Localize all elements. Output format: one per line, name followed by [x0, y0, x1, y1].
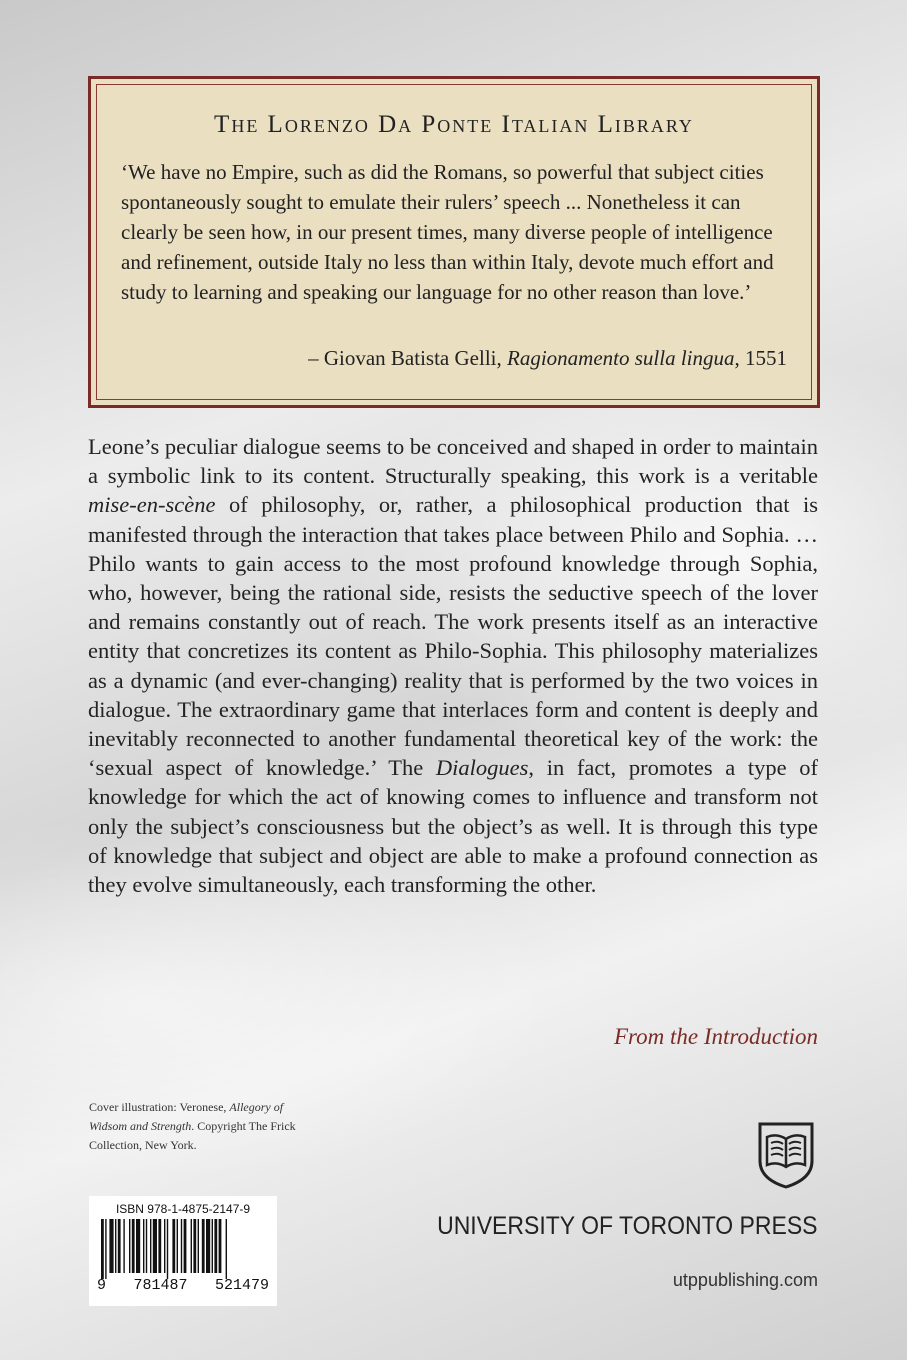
barcode-bar [158, 1219, 161, 1273]
credit-prefix: Cover illustration: Veronese, [89, 1100, 230, 1114]
epigraph-quote: ‘We have no Empire, such as did the Romans, so powerful that subject cities spontaneously sought to emulate their rulers’ speech ... Nonetheless it can clearly be seen how, in our present times, many diverse people of intelligence and refinement, outside Italy no less than within Italy, devote much effort and study to learning and speaking our language for no other reason than love.’ [121, 160, 774, 304]
barcode-bars [97, 1219, 269, 1279]
publisher-website: utppublishing.com [672, 1270, 818, 1290]
barcode-bar [206, 1219, 210, 1273]
barcode-bar [191, 1219, 192, 1273]
barcode-digits [97, 1277, 269, 1294]
cover-credit [89, 1098, 319, 1155]
barcode-bar [136, 1219, 140, 1273]
attribution-year: , 1551 [734, 346, 787, 370]
blurb-italic-1: mise-en-scène [88, 492, 216, 518]
blurb-source: From the Introduction [614, 1024, 818, 1049]
blurb-part-2: of philosophy, or, rather, a philosophical production that is manifested through the interaction that takes place between Philo and Sophia. … Philo wants to gain access to the most profound knowledge through Sophia, who, however, being the rational side, resists the seductive speech of the lover and remains constantly out of reach. The work presents itself as an interactive entity that concretizes its content as Philo-Sophia. This philosophy materializes as a dynamic (and ever-changing) reality that is performed by the two voices in dialogue. The extraordinary game that interlaces form and content is deeply and inevitably reconnected to another fundamental theoretical key of the work: the ‘sexual aspect of knowledge.’ The [88, 492, 818, 781]
barcode-bar [226, 1219, 227, 1279]
barcode-bar [219, 1219, 222, 1273]
blurb-italic-2: Dialogues [435, 755, 529, 781]
series-quote-box [88, 76, 820, 408]
barcode-bar [202, 1219, 205, 1273]
barcode-digit-group-2: 521479 [214, 1277, 269, 1294]
barcode-bar [212, 1219, 213, 1273]
isbn-label: ISBN 978-1-4875-2147-9 [115, 1202, 251, 1216]
blurb-part-3: , in fact, promotes a type of knowledge for which the act of knowing comes to influence and transform not only the subject’s consciousness but the object’s as well. It is through this type of knowledge that subject and object are able to make a profound connection as they evolve simultaneously, each transforming the other. [88, 755, 818, 898]
series-title: The Lorenzo Da Ponte Italian Library [214, 111, 694, 138]
attribution-work: Ragionamento sulla lingua [507, 346, 735, 370]
isbn-barcode [89, 1196, 277, 1306]
blurb-part-1: Leone’s peculiar dialogue seems to be conceived and shaped in order to maintain a symbolic link to its content. Structurally speaking, this work is a veritable [88, 434, 818, 489]
barcode-bar [132, 1219, 135, 1273]
barcode-bar [184, 1219, 187, 1273]
barcode-bar [177, 1219, 178, 1273]
barcode-bar [129, 1219, 130, 1273]
barcode-bar [105, 1219, 106, 1279]
barcode-bar [167, 1219, 168, 1279]
barcode-bar [143, 1219, 144, 1273]
barcode-bar [214, 1219, 217, 1273]
barcode-bar [164, 1219, 165, 1273]
barcode-bar [118, 1219, 121, 1273]
barcode-bar [193, 1219, 196, 1273]
barcode-bar [198, 1219, 199, 1273]
credit-suffix: . Copyright The Frick Collection, New York. [89, 1119, 296, 1152]
epigraph-attribution [308, 346, 787, 371]
blurb-text [88, 432, 818, 899]
barcode-digit-group-1: 781487 [133, 1277, 188, 1294]
credit-title: Allegory of Widsom and Strength [89, 1100, 284, 1133]
barcode-bar [172, 1219, 175, 1273]
barcode-bar [150, 1219, 151, 1273]
barcode-bar [101, 1219, 104, 1279]
barcode-bar [123, 1219, 124, 1273]
attribution-author: – Giovan Batista Gelli, [308, 346, 507, 370]
book-shield-icon [757, 1121, 815, 1189]
barcode-bar [146, 1219, 147, 1273]
barcode-bar [115, 1219, 116, 1273]
barcode-bar [181, 1219, 182, 1273]
publisher-name: UNIVERSITY OF TORONTO PRESS [437, 1212, 818, 1240]
barcode-bar [109, 1219, 113, 1273]
barcode-digit-lead: 9 [97, 1277, 107, 1294]
barcode-bar [153, 1219, 157, 1273]
